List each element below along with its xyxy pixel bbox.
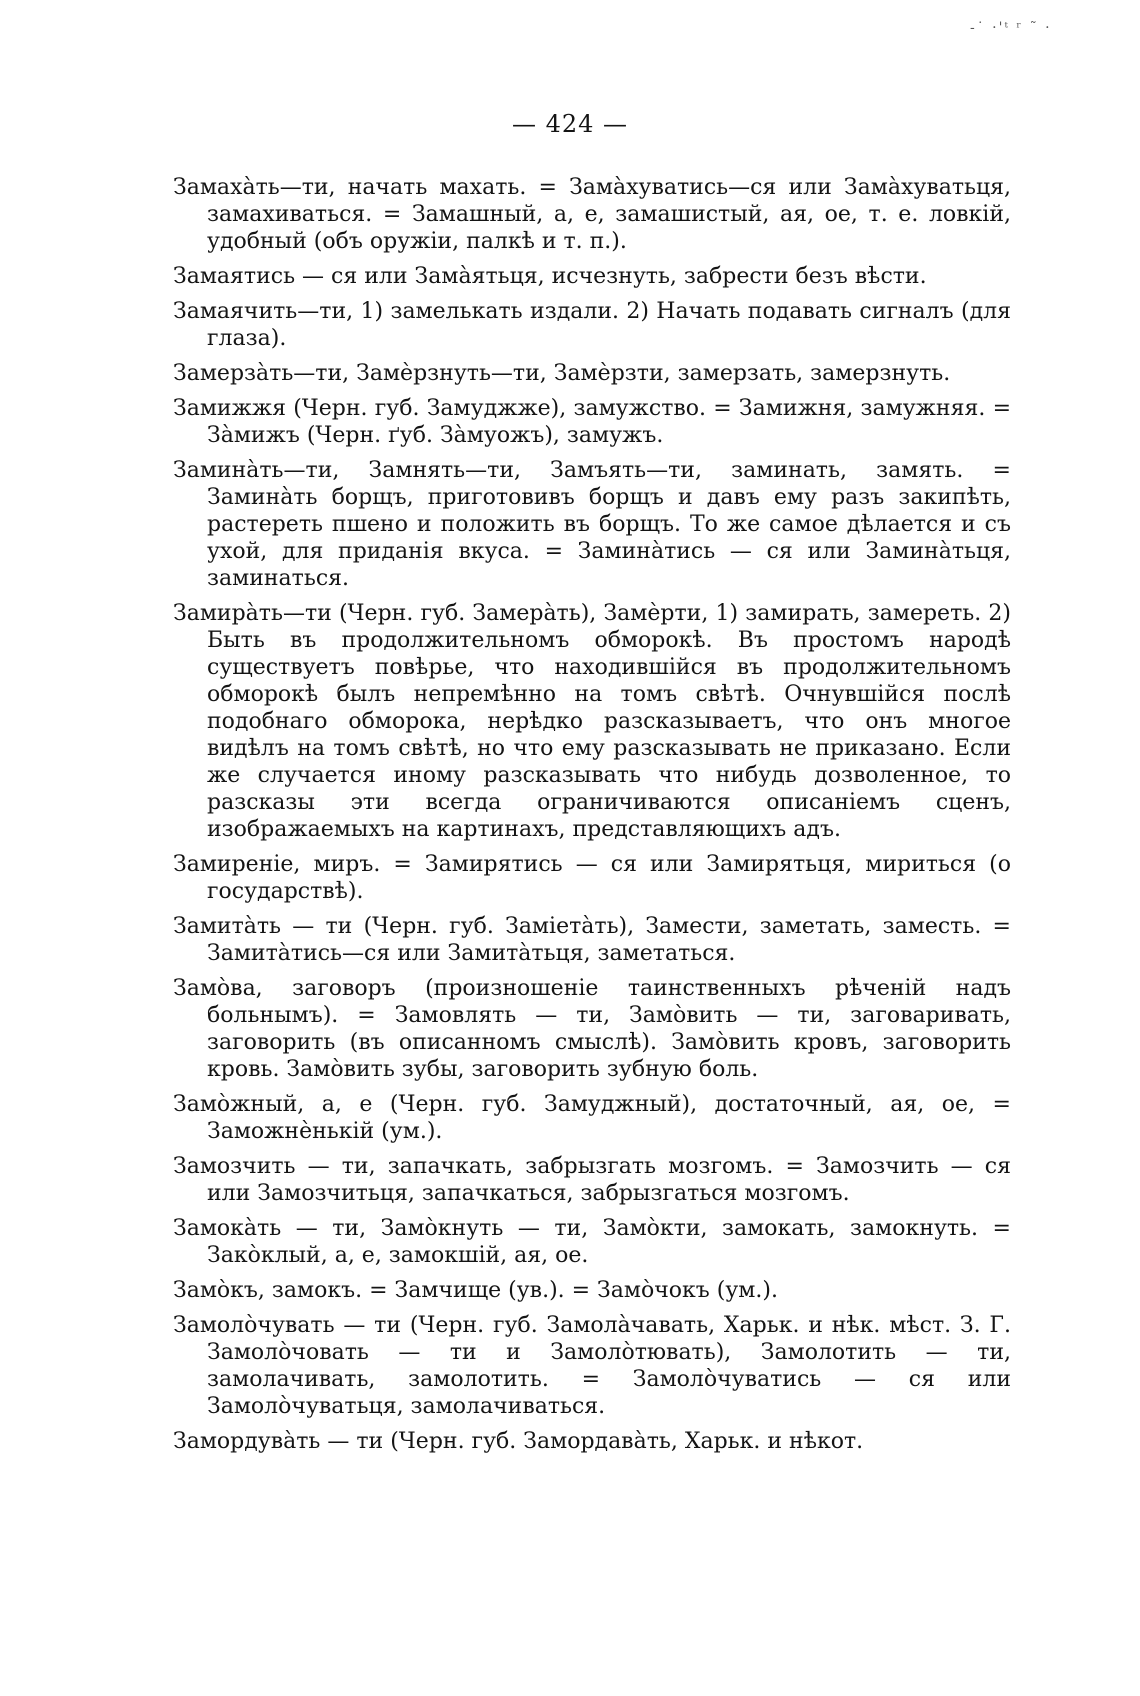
dictionary-entry: Замордувàть — ти (Черн. губ. Замордавàть, Харьк. и нѣкот. (173, 1429, 864, 1454)
dictionary-entry: Замиреніе, миръ. = Замирятись — ся или Замирятьця, мириться (о государствѣ). (173, 852, 1011, 904)
dictionary-entry: Замитàть — ти (Черн. губ. Заміетàть), Замести, заметать, заместь. = Замитàтись—ся или Замитàтьця, заметаться. (173, 914, 1011, 966)
dictionary-entry: Замерзàть—ти, Замѐрзнуть—ти, Замѐрзти, замерзать, замерзнуть. (173, 361, 951, 386)
corner-marks: -˙ ·'ᵗ ʳ ˜ · (970, 20, 1052, 36)
dictionary-entry: Замолòчувать — ти (Черн. губ. Замолàчавать, Харьк. и нѣк. мѣст. З. Г. Замолòчовать — ти и Замолòтювать), Замолотить — ти, замолачивать, замолотить. = Замолòчуватись — ся или Замолòчуватьця, замолачиваться. (173, 1313, 1011, 1419)
dictionary-entry: Замокàть — ти, Замòкнуть — ти, Замòкти, замокать, замокнуть. = Закòклый, а, е, замокшій, ая, ое. (173, 1216, 1011, 1268)
dictionary-entry: Замирàть—ти (Черн. губ. Замерàть), Замѐрти, 1) замирать, замереть. 2) Быть въ продолжительномъ обморокѣ. Въ простомъ народѣ существуетъ повѣрье, что находившійся въ продолжительномъ обморокѣ былъ непремѣнно на томъ свѣтѣ. Очнувшійся послѣ подобнаго обморока, нерѣдко разсказываетъ, что онъ многое видѣлъ на томъ свѣтѣ, но что ему разсказывать не приказано. Если же случается иному разсказывать что нибудь дозволенное, то разсказы эти всегда ограничиваются описаніемъ сценъ, изображаемыхъ на картинахъ, представляющихъ адъ. (173, 601, 1011, 842)
dictionary-entry: Замахàть—ти, начать махать. = Замàхуватись—ся или Замàхуватьця, замахиваться. = Замашный, а, е, замашистый, ая, ое, т. е. ловкій, удобный (объ оружіи, палкѣ и т. п.). (173, 175, 1011, 254)
page-number: — 424 — (511, 110, 629, 138)
dictionary-entry: Замòжный, а, е (Черн. губ. Замуджный), достаточный, ая, ое, = Заможнѐнькій (ум.). (173, 1092, 1011, 1144)
dictionary-entry: Заминàть—ти, Замнять—ти, Замъять—ти, заминать, замять. = Заминàть борщъ, приготовивъ борщъ и давъ ему разъ закипѣть, растереть пшено и положить въ борщъ. То же самое дѣлается и съ ухой, для приданія вкуса. = Заминàтись — ся или Заминàтьця, заминаться. (173, 458, 1011, 591)
dictionary-entry: Замòва, заговоръ (произношеніе таинственныхъ рѣченій надъ больнымъ). = Замовлять — ти, Замòвить — ти, заговаривать, заговорить (въ описанномъ смыслѣ). Замòвить кровъ, заговорить кровь. Замòвить зубы, заговорить зубную боль. (173, 976, 1011, 1082)
dictionary-entry: Замаятись — ся или Замàятьця, исчезнуть, забрести безъ вѣсти. (173, 264, 927, 289)
dictionary-entry: Замаячить—ти, 1) замелькать издали. 2) Начать подавать сигналъ (для глаза). (173, 299, 1011, 351)
dictionary-entries (173, 174, 1011, 1463)
dictionary-entry: Замижжя (Черн. губ. Замуджже), замужство. = Замижня, замужняя. = Зàмижъ (Черн. ґуб. Зàмуожъ), замужъ. (173, 396, 1011, 448)
dictionary-entry: Замòкъ, замокъ. = Замчище (ув.). = Замòчокъ (ум.). (173, 1278, 778, 1303)
dictionary-entry: Замозчить — ти, запачкать, забрызгать мозгомъ. = Замозчить — ся или Замозчитьця, запачкаться, забрызгаться мозгомъ. (173, 1154, 1011, 1206)
